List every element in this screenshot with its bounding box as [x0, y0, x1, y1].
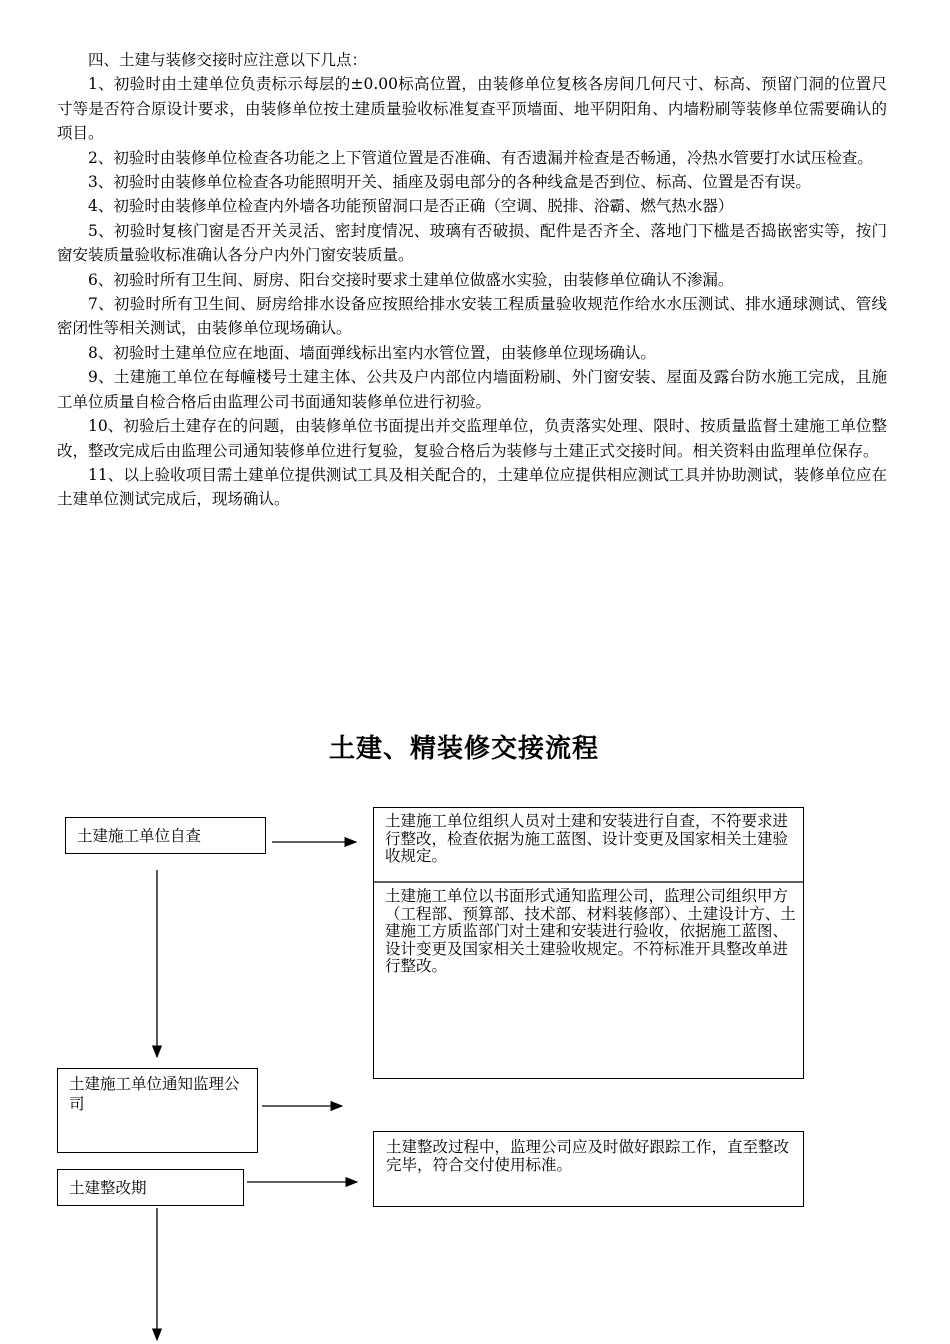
note-item-4: 4、初验时由装修单位检查内外墙各功能预留洞口是否正确（空调、脱排、浴霸、燃气热水器） [88, 197, 734, 216]
flow-title: 土建、精装修交接流程 [328, 734, 599, 764]
note-item-6: 6、初验时所有卫生间、厨房、阳台交接时要求土建单位做盛水实验，由装修单位确认不渗漏。 [88, 270, 734, 289]
note-item-8: 8、初验时土建单位应在地面、墙面弹线标出室内水管位置，由装修单位现场确认。 [88, 343, 656, 362]
note-item-3: 3、初验时由装修单位检查各功能照明开关、插座及弱电部分的各种线盒是否到位、标高、位置是否有误。 [88, 173, 811, 192]
flow-note-notify-text: 土建施工单位以书面形式通知监理公司，监理公司组织甲方（工程部、预算部、技术部、材料装修部）、土建设计方、土建施工方质监部门对土建和安装进行验收，依据施工蓝图、设计变更及国家相关土建验收规定。不符标准开具整改单进行整改。 [385, 887, 796, 975]
flow-note-rectification-text: 土建整改过程中，监理公司应及时做好跟踪工作，直至整改完毕，符合交付使用标准。 [386, 1138, 790, 1174]
flow-step-rectification-label: 土建整改期 [69, 1179, 147, 1197]
note-item-1: 1、初验时由土建单位负责标示每层的±0.00标高位置，由装修单位复核各房间几何尺寸、标高、预留门洞的位置尺寸等是否符合原设计要求，由装修单位按土建质量验收标准复查平顶墙面、地平阴阳角、内墙粉刷等装修单位需要确认的项目。 [57, 75, 887, 143]
flow-step-notify-label: 土建施工单位通知监理公司 [69, 1075, 240, 1113]
note-item-7: 7、初验时所有卫生间、厨房给排水设备应按照给排水安装工程质量验收规范作给水水压测试、排水通球测试、管线密闭性等相关测试，由装修单位现场确认。 [57, 295, 887, 338]
flow-step-self-check-label: 土建施工单位自查 [77, 827, 202, 845]
flow-step-rectification [57, 1169, 244, 1206]
note-item-11: 11、以上验收项目需土建单位提供测试工具及相关配合的，土建单位应提供相应测试工具并协助测试，装修单位应在土建单位测试完成后，现场确认。 [57, 465, 887, 509]
note-item-5: 5、初验时复核门窗是否开关灵活、密封度情况、玻璃有否破损、配件是否齐全、落地门下槛是否捣嵌密实等，按门窗安装质量验收标准确认各分户内外门窗安装质量。 [57, 221, 887, 265]
note-item-2: 2、初验时由装修单位检查各功能之上下管道位置是否准确、有否遗漏并检查是否畅通，冷热水管要打水试压检查。 [88, 148, 873, 167]
flow-note-self-check [385, 813, 797, 866]
flow-step-self-check [65, 817, 266, 854]
flow-note-rectification [373, 1131, 804, 1207]
flow-step-notify [57, 1068, 258, 1153]
section-heading: 四、土建与装修交接时应注意以下几点： [88, 51, 368, 69]
note-item-10: 10、初验后土建存在的问题，由装修单位书面提出并交监理单位，负责落实处理、限时、按质量监督土建施工单位整改，整改完成后由监理公司通知装修单位进行复验，复验合格后为装修与土建正式交接时间。相关资料由监理单位保存。 [57, 417, 887, 460]
handover-notes [57, 48, 887, 512]
note-item-9: 9、土建施工单位在每幢楼号土建主体、公共及户内部位内墙面粉刷、外门窗安装、屋面及露台防水施工完成，且施工单位质量自检合格后由监理公司书面通知装修单位进行初验。 [57, 368, 887, 411]
flow-note-self-check-text: 土建施工单位组织人员对土建和安装进行自查，不符要求进行整改，检查依据为施工蓝图、设计变更及国家相关土建验收规定。 [385, 812, 789, 865]
flow-note-notify [385, 888, 797, 976]
